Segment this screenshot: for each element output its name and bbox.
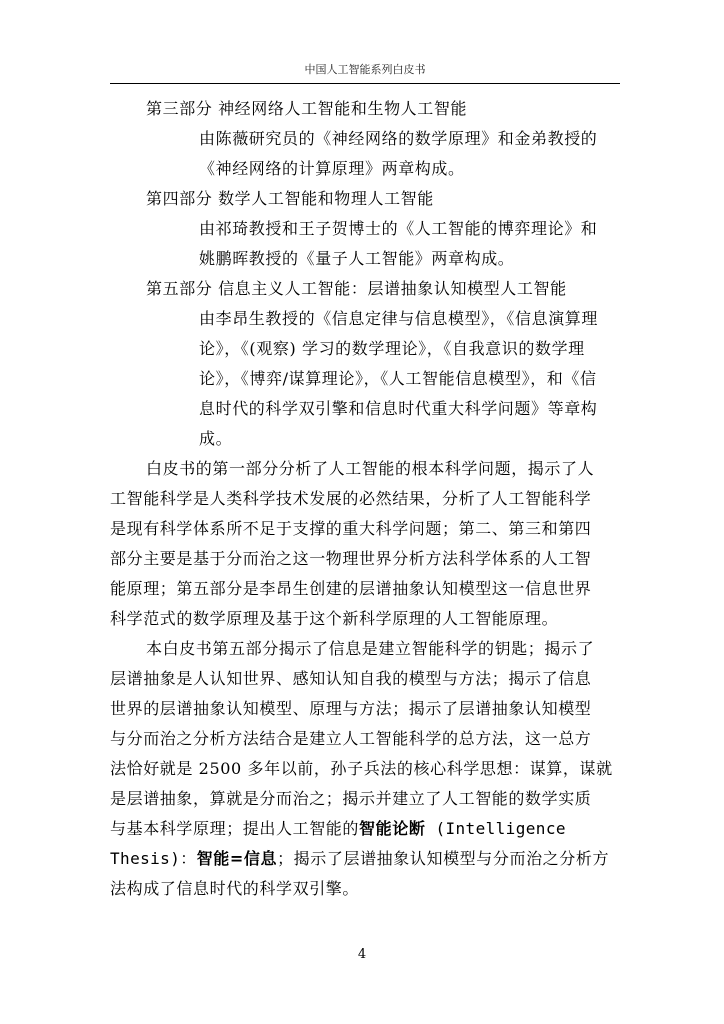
paragraph-line: 世界的层谱抽象认知模型、原理与方法；揭示了层谱抽象认知模型 — [110, 699, 592, 718]
paragraph-line: 工智能科学是人类科学技术发展的必然结果，分析了人工智能科学 — [110, 489, 592, 508]
paragraph-text: 与基本科学原理；提出人工智能的 — [110, 819, 360, 838]
part-description-line: 息时代的科学双引擎和信息时代重大科学问题》等章构 — [199, 399, 598, 418]
paragraph-line-with-emphasis — [110, 844, 620, 874]
part-description-line: 成。 — [199, 429, 233, 448]
header-divider — [110, 83, 620, 84]
paragraph-line: 层谱抽象是人认知世界、感知认知自我的模型与方法；揭示了信息 — [110, 669, 592, 688]
paragraph-line: 部分主要是基于分而治之这一物理世界分析方法科学体系的人工智 — [110, 549, 592, 568]
part-description-line: 论》，《博弈/谋算理论》，《人工智能信息模型》，和《信 — [199, 369, 597, 388]
paragraph-line: 科学范式的数学原理及基于这个新科学原理的人工智能原理。 — [110, 609, 559, 628]
paragraph-line: 是层谱抽象，算就是分而治之；揭示并建立了人工智能的数学实质 — [110, 789, 592, 808]
intelligence-thesis-term: 智能论断 — [359, 819, 426, 838]
part-description-line: 由李昂生教授的《信息定律与信息模型》，《信息演算理 — [199, 309, 599, 328]
part-three — [110, 94, 620, 184]
summary-paragraph — [110, 454, 620, 634]
intelligence-equals-information: 智能=信息 — [196, 849, 278, 868]
part-five-paragraph — [110, 634, 620, 904]
paragraph-text: ；揭示了层谱抽象认知模型与分而治之分析方 — [277, 849, 610, 868]
paragraph-line: 本白皮书第五部分揭示了信息是建立智能科学的钥匙；揭示了 — [146, 639, 595, 658]
thesis-english-end: Thesis)： — [110, 849, 197, 868]
part-heading: 第五部分 信息主义人工智能：层谱抽象认知模型人工智能 — [146, 279, 567, 298]
part-four — [110, 184, 620, 274]
part-description-line: 由祁琦教授和王子贺博士的《人工智能的博弈理论》和 — [199, 219, 598, 238]
paragraph-line-with-emphasis — [110, 814, 620, 844]
part-heading: 第四部分 数学人工智能和物理人工智能 — [146, 189, 434, 208]
page-header-title: 中国人工智能系列白皮书 — [304, 63, 426, 76]
part-heading: 第三部分 神经网络人工智能和生物人工智能 — [146, 99, 468, 118]
paragraph-line: 法构成了信息时代的科学双引擎。 — [110, 879, 360, 898]
part-description-line: 由陈薇研究员的《神经网络的数学原理》和金弟教授的 — [199, 129, 598, 148]
part-description-line: 《神经网络的计算原理》两章构成。 — [199, 159, 465, 178]
part-description-line: 姚鹏晖教授的《量子人工智能》两章构成。 — [199, 249, 515, 268]
intelligence-thesis-english: (Intelligence — [425, 819, 566, 838]
page-number: 4 — [357, 947, 367, 962]
paragraph-line: 白皮书的第一部分分析了人工智能的根本科学问题，揭示了人 — [146, 459, 595, 478]
paragraph-line: 是现有科学体系所不足于支撑的重大科学问题；第二、第三和第四 — [110, 519, 592, 538]
part-description-line: 论》，《(观察) 学习的数学理论》，《自我意识的数学理 — [199, 339, 585, 358]
page-content — [110, 94, 620, 904]
paragraph-line: 能原理；第五部分是李昂生创建的层谱抽象认知模型这一信息世界 — [110, 579, 592, 598]
paragraph-line: 与分而治之分析方法结合是建立人工智能科学的总方法，这一总方 — [110, 729, 592, 748]
part-five — [110, 274, 620, 454]
paragraph-line: 法恰好就是 2500 多年以前，孙子兵法的核心科学思想：谋算，谋就 — [110, 759, 613, 778]
